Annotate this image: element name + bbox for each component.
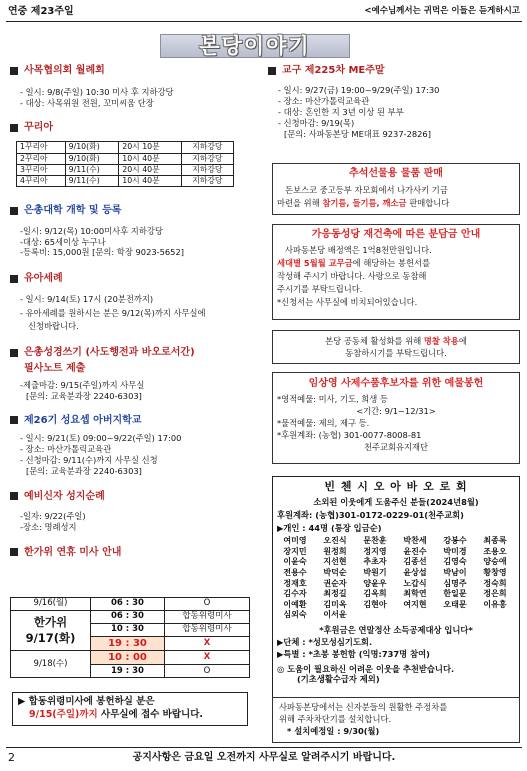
donor-name: 노갑식 [403,578,427,588]
table-row: 9/18(수) 10 : 00 X [11,651,250,665]
text-line: [문의: 교육분과장 2240-6303] [26,465,142,476]
bullet-square-icon [10,207,18,215]
footer-rule [6,747,522,748]
donor-name: 정지영 [363,546,387,556]
table-row: 4꾸리아 9/11(수) 10시 40분 지하강당 [17,176,234,187]
page-footer [6,747,522,767]
section-worker-title: 사목협의회 월례회 [10,64,262,77]
table-row [275,610,515,621]
text-line: -등록비: 15,000원 [문의: 학장 9023-5652] [20,247,184,258]
donor-name: 장지민 [283,546,307,556]
text-line: ▶개인 : 44명 (통장 입금순) [277,523,382,534]
text-line: -일자: 9/22(주일) [20,510,86,521]
table-row [275,568,515,579]
text-line: * 설치예정일 : 9/30(월) [287,725,380,736]
text-line: ▶단체 : *성모성심기도회. [277,636,373,647]
header-gospel: <예수님께서는 귀먹은 이들은 듣게하시고 [364,6,520,16]
section-pilgrim-title: 예비신자 성지순례 [10,490,262,503]
footer-notice: 공지사항은 금요일 오전까지 사무실로 알려주시기 바랍니다. [132,752,396,763]
text-line: -일시: 9/12(목) 10:00미사후 지하강당 [20,225,163,236]
section-joseph-body [10,433,262,477]
text-line: - 신청마감: 9/11(수)까지 사무실 신청 [20,454,158,465]
page-header [6,4,522,20]
donor-name: 오태문 [443,599,467,609]
donor-name: 김현아 [363,599,387,609]
sale-box [272,163,520,215]
donor-name: 김영숙 [443,557,467,567]
text-line: ◎ 도움이 필요하신 어려운 이웃을 추천받습니다. [277,663,455,674]
donor-name: 황창영 [483,567,507,577]
donor-name: 윤상섭 [403,567,427,577]
table-row [275,547,515,558]
donor-name: 전용수 [283,567,307,577]
donor-name: 정숙희 [483,578,507,588]
text-line: ▶ 합동위령미사에 봉헌하실 분은 [18,696,155,707]
donor-name: 강봉수 [443,536,467,546]
donor-name: 박찬세 [403,536,427,546]
section-me-title: 교구 제225차 ME주말 [268,64,520,77]
bullet-square-icon [10,548,18,556]
text-line: *신청서는 사무실에 비치되어있습니다. [277,296,418,307]
donor-name: 권순자 [323,578,347,588]
section-bible-title: 은총성경쓰기 (사도행전과 바오로서간) [10,346,262,359]
table-row: 10 : 30 합동위령미사 [11,624,250,637]
donor-name: 원정희 [323,546,347,556]
section-me-body [268,85,520,140]
donor-name: 문찬훈 [363,536,387,546]
donor-name: 오진식 [323,536,347,546]
section-chuseok-title: 한가위 연휴 미사 안내 [10,546,262,559]
kkuria-table [16,141,234,187]
table-row: 1꾸리아 9/10(화) 20시 10분 지하강당 [17,142,234,153]
left-column [10,64,262,559]
section-bible-body [10,380,262,402]
text-line: *영적예물: 미사, 기도, 희생 등 [277,394,388,405]
section-infant-title: 유아세례 [10,272,262,285]
vincent-box [272,476,520,716]
donor-name: 지선현 [323,557,347,567]
text-line: ▶특별 : *초봉 봉헌함 (익명:737명 참여) [277,648,430,659]
text-line: 본당 공동체 활성화를 위해 명찰 착용에 [325,336,467,346]
right-column [268,64,520,140]
banner-title: 본당이야기 [199,34,311,58]
chuseok-mass-table [10,597,250,678]
text-line: 사파동본당 배정액은 1억8천만원입니다. [285,245,432,256]
donor-name: 한일문 [443,589,467,599]
text-line: - 유아세례를 원하시는 분은 9/12(목)까지 사무실에 [20,307,206,318]
donor-name: 김종선 [403,557,427,567]
section-silver-title: 은총대학 개학 및 등록 [10,204,262,217]
text-line: - 일시: 9/14(토) 17시 (20분전까지) [20,293,154,304]
section-silver-body [10,226,262,259]
table-row: 9/16(월) 06 : 30 O [11,598,250,611]
donor-name: 여지현 [403,599,427,609]
text-line: (기초생활수급자 제외) [297,674,380,685]
nametag-box [272,330,520,364]
text-line: - 대상: 사목위원 전원, 꼬미씨움 단장 [20,98,154,109]
text-line: 신청바랍니다. [28,321,79,332]
bullet-square-icon [10,67,18,75]
table-row: 2꾸리아 9/10(화) 10시 40분 지하강당 [17,153,234,164]
table-row: 19 : 30 O [11,665,250,678]
donor-name: 추초자 [363,557,387,567]
bishop-box [272,372,520,464]
text-line: 세대별 5월월 교무금에 해당하는 봉헌서를 [277,258,431,269]
table-row [275,600,515,611]
donor-name: 박남이 [443,567,467,577]
bullet-square-icon [10,492,18,500]
text-line: [문의: 사파동본당 ME대표 9237-2826] [284,128,431,139]
table-row [275,579,515,590]
text-line: - 일시: 9/27(금) 19:00~9/29(주일) 17:30 [278,85,440,96]
header-rule [6,21,522,22]
bullet-square-icon [10,349,18,357]
text-line: - 장소: 마산가톨릭교육관 [20,443,112,454]
donor-name: 박미경 [443,546,467,556]
text-line: <기간: 9/1~12/31> [356,406,436,417]
donor-names-table [275,536,515,620]
donor-name: 양윤우 [363,578,387,588]
table-row: 한가위 9/17(화) 06 : 30 합동위령미사 [11,611,250,624]
donor-name: 최정길 [323,589,347,599]
box-title: 빈 첸 시 오 아 바 오 로 회 [324,480,468,493]
table-row [275,589,515,600]
section-pilgrim-body [10,511,262,533]
section-worker-body [10,87,262,109]
donor-name: 김옥희 [363,589,387,599]
text-line: -제출마감: 9/15(주일)까지 사무실 [20,379,145,390]
donor-name: 윤진수 [403,546,427,556]
text-line: - 장소: 마산가톨릭교육관 [278,96,370,107]
text-line: 사파동본당에서는 신자분들의 원활한 주정차를 [279,702,448,712]
donor-name: 정은희 [483,589,507,599]
text-line: 후원계좌: (농협)301-0172-0229-01(천주교회) [277,510,464,521]
table-row: 3꾸리아 9/11(수) 20시 40분 지하강당 [17,164,234,175]
donor-name: 이예환 [283,599,307,609]
text-line: *후원계좌: (농협) 301-0077-8008-81 [277,430,422,440]
text-line: *후원금은 연말정산 소득공제대상 입니다* [319,624,473,635]
donor-name: 정재호 [283,578,307,588]
table-row [275,536,515,547]
donor-name: 박원기 [363,567,387,577]
text-line: [문의: 교육분과장 2240-6303] [26,390,142,401]
text-line: -대상: 65세이상 누구나 [20,236,106,247]
donor-name: 양승애 [483,557,507,567]
text-line: 위해 주차차단기를 설치합니다. [279,713,392,724]
donor-name: 심명주 [443,578,467,588]
text-line: 동참하시기를 부탁드립니다. [345,347,447,358]
text-line: - 대상: 혼인한 지 3년 이상 된 부부 [278,107,404,118]
donor-name: 여미영 [283,536,307,546]
section-joseph-title: 제26기 성요셉 아버지학교 [10,414,262,427]
donor-name: 이서윤 [323,610,347,620]
chuseok-day-cell: 한가위 9/17(화) [11,611,91,651]
parking-box [272,697,520,743]
bullet-square-icon [10,416,18,424]
page-number: 2 [8,751,15,764]
box-title: 추석선물용 물품 판매 [349,168,443,179]
donor-name: 조용오 [483,546,507,556]
text-line: 주시기를 부탁드립니다. [277,284,363,294]
text-line: 9/15(주일)까지 사무실에 접수 바랍니다. [29,708,204,720]
chuseok-note-box [12,692,248,726]
tithe-box [272,224,520,320]
donor-name: 심외숙 [283,610,307,620]
text-line: 천주교회유지재단 [363,441,429,452]
header-week: 연중 제23주일 [8,6,74,17]
text-line: - 일시: 9/8(주일) 10:30 미사 후 지하강당 [20,87,174,98]
donor-name: 이유홍 [483,599,507,609]
donor-name: 김수자 [283,589,307,599]
donor-name [435,610,475,621]
donor-name: 박덕순 [323,567,347,577]
table-row [275,557,515,568]
bullet-square-icon [10,124,18,132]
box-title: 임상영 사제수품후보자를 위한 예물봉헌 [308,378,484,389]
donor-name [395,610,435,621]
box-title: 가응동성당 재건축에 따른 분담금 안내 [311,229,481,240]
banner [160,30,350,60]
bullet-square-icon [268,67,276,75]
text-line: - 신청마감: 9/19(목) [278,118,355,128]
section-infant-body [10,294,262,333]
donor-name [355,610,395,621]
text-line: *물적예물: 제의, 제구 등. [277,418,370,429]
donor-name: 최학연 [403,589,427,599]
text-line: - 일시: 9/21(토) 09:00~9/22(주일) 17:00 [20,432,182,443]
text-line: 소외된 이웃에게 도움주신 분들(2024년8월) [313,496,479,507]
section-kkuria-title: 꾸리아 [10,121,262,134]
table-row: 19 : 30 X [11,637,250,651]
text-line: 마련을 위해 참기름, 들기름, 깨소금 판매합니다 [277,198,450,209]
text-line: 돈보스코 중고등부 자모회에서 나가사키 기금 [285,185,448,196]
section-bible-title2: 필사노트 제출 [24,362,86,374]
text-line: -장소: 명례성지 [20,521,77,532]
donor-name [475,610,515,621]
text-line: 작성해 주시기 바랍니다. 사랑으로 동참해 [277,271,427,282]
donor-name: 이윤숙 [283,557,307,567]
donor-name: 최종록 [483,536,507,546]
donor-name: 김미옥 [323,599,347,609]
bullet-square-icon [10,275,18,283]
